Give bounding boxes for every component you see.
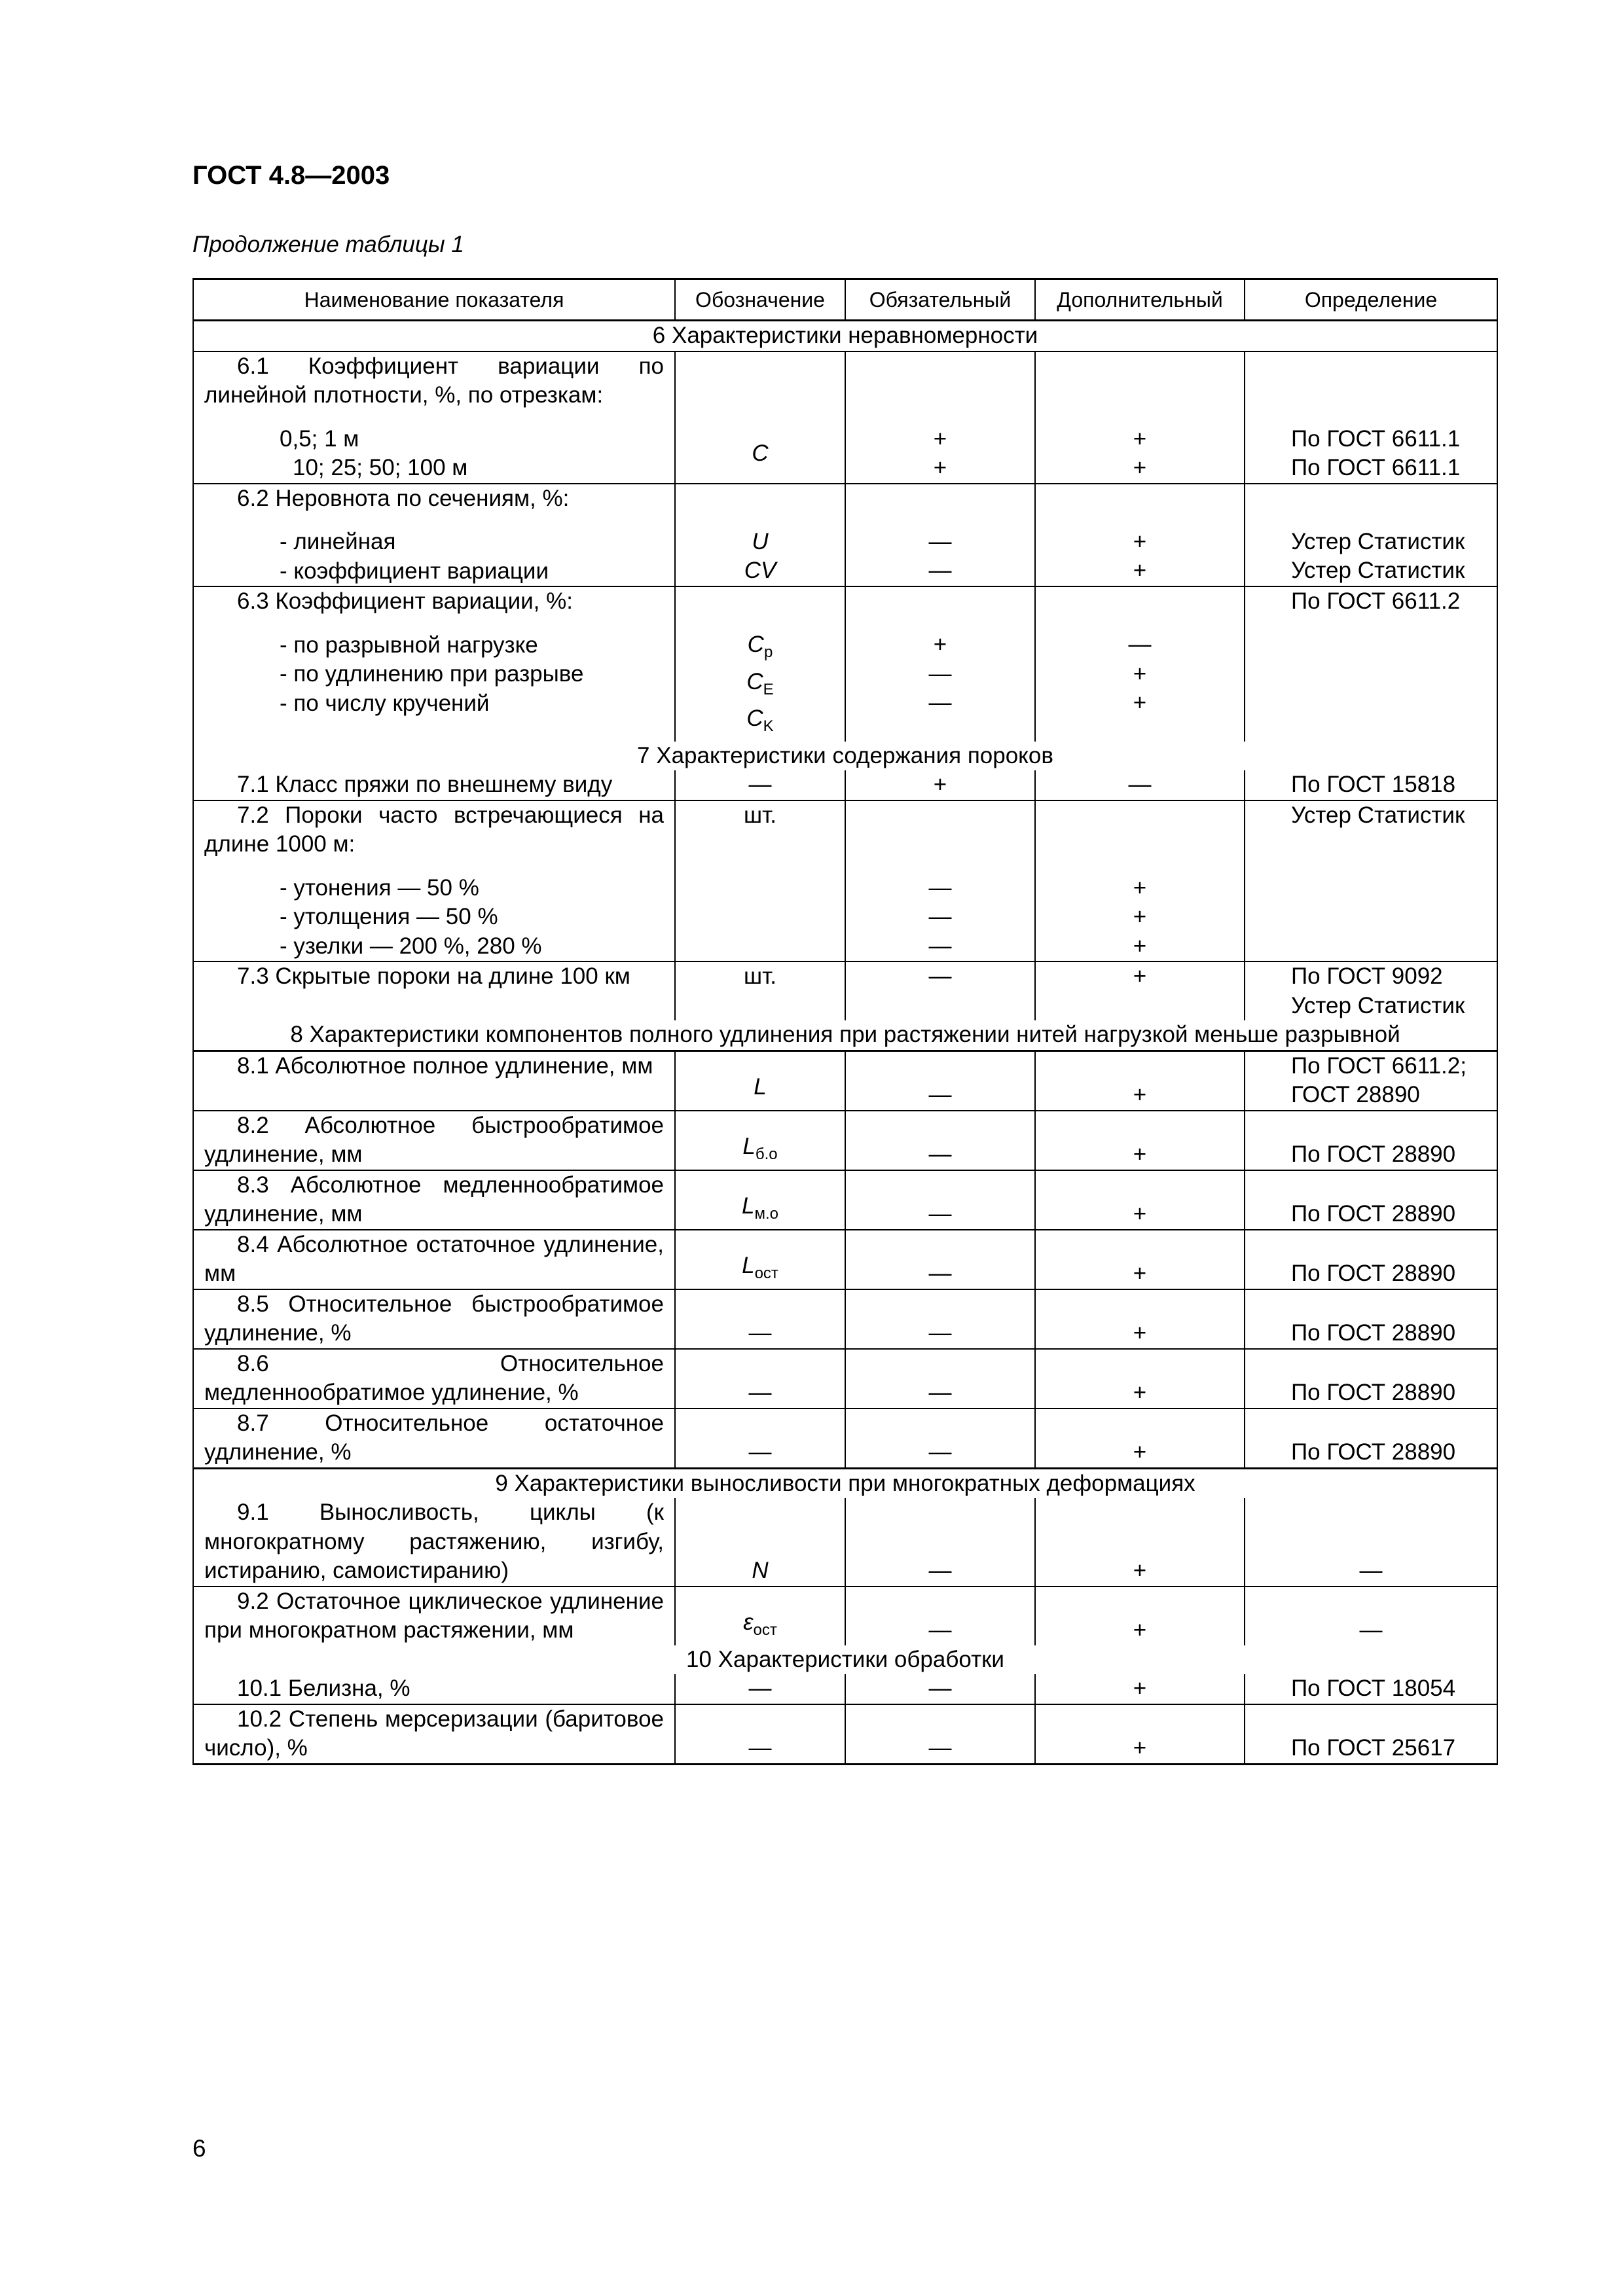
table-row: 10.2 Степень мерсеризации (баритовое число), % — — + По ГОСТ 25617 — [193, 1704, 1497, 1765]
section-row: 7 Характеристики содержания пороков — [193, 742, 1497, 771]
table-row: 6.3 Коэффициент вариации, %: - по разрывной нагрузке - по удлинению при разрыве - по числу кручений $C_р$ $C_E$ $C_K$ + — — — + + По ГОСТ 6611.2 — [193, 586, 1497, 742]
table-row: 7.3 Скрытые пороки на длине 100 км шт. — + По ГОСТ 9092 Устер Статистик — [193, 961, 1497, 1020]
table-row: 7.1 Класс пряжи по внешнему виду — + — По ГОСТ 15818 — [193, 770, 1497, 800]
col-code-header: Обозначение — [675, 279, 845, 321]
section-row: 8 Характеристики компонентов полного удлинения при растяжении нитей нагрузкой меньше разрывной — [193, 1020, 1497, 1050]
table-row: 8.1 Абсолютное полное удлинение, мм L — + По ГОСТ 6611.2; ГОСТ 28890 — [193, 1050, 1497, 1111]
section-row: 10 Характеристики обработки — [193, 1645, 1497, 1675]
table-row: 8.6 Относительное медленнообратимое удлинение, % — — + По ГОСТ 28890 — [193, 1349, 1497, 1408]
table-row: 10.1 Белизна, % — — + По ГОСТ 18054 — [193, 1674, 1497, 1704]
table-row: 8.3 Абсолютное медленнообратимое удлинение, мм $L_{м.о}$ — + По ГОСТ 28890 — [193, 1170, 1497, 1230]
table-row: 7.2 Пороки часто встречающиеся на длине 1000 м: - утонения — 50 % - утолщения — 50 % - узелки — 200 %, 280 % шт. — — — + + + Устер Статистик — [193, 800, 1497, 962]
table-row: 9.2 Остаточное циклическое удлинение при многократном растяжении, мм $\varepsilon_{ост}$ — + — — [193, 1587, 1497, 1645]
table-row: 6.2 Неровнота по сечениям, %: - линейная - коэффициент вариации U CV — — + + Устер Статистик Устер Статистик — [193, 484, 1497, 587]
section-row: 9 Характеристики выносливости при многократных деформациях — [193, 1468, 1497, 1498]
table-header-row — [193, 279, 1497, 321]
specs-table — [192, 278, 1498, 1765]
document-header: ГОСТ 4.8—2003 — [192, 161, 390, 190]
col-additional-header: Дополнительный — [1035, 279, 1245, 321]
table-row: 8.2 Абсолютное быстрообратимое удлинение, мм $L_{б.о}$ — + По ГОСТ 28890 — [193, 1111, 1497, 1170]
col-mandatory-header: Обязательный — [845, 279, 1035, 321]
table-caption: Продолжение таблицы 1 — [192, 232, 464, 257]
col-name-header: Наименование показателя — [193, 279, 675, 321]
section-row: 6 Характеристики неравномерности — [193, 321, 1497, 351]
table-row: 8.4 Абсолютное остаточное удлинение, мм $L_{ост}$ — + По ГОСТ 28890 — [193, 1230, 1497, 1289]
table-row: 8.5 Относительное быстрообратимое удлинение, % — — + По ГОСТ 28890 — [193, 1289, 1497, 1349]
table-row: 9.1 Выносливость, циклы (к многократному растяжению, изгибу, истиранию, самоистиранию) N — + — — [193, 1498, 1497, 1587]
table-row: 6.1 Коэффициент вариации по линейной плотности, %, по отрезкам: 0,5; 1 м 10; 25; 50; 100 м C + + + + По ГОСТ 6611.1 По ГОСТ 6611.1 — [193, 351, 1497, 484]
col-definition-header: Определение — [1245, 279, 1497, 321]
table-row: 8.7 Относительное остаточное удлинение, % — — + По ГОСТ 28890 — [193, 1408, 1497, 1469]
page-number: 6 — [192, 2135, 206, 2162]
